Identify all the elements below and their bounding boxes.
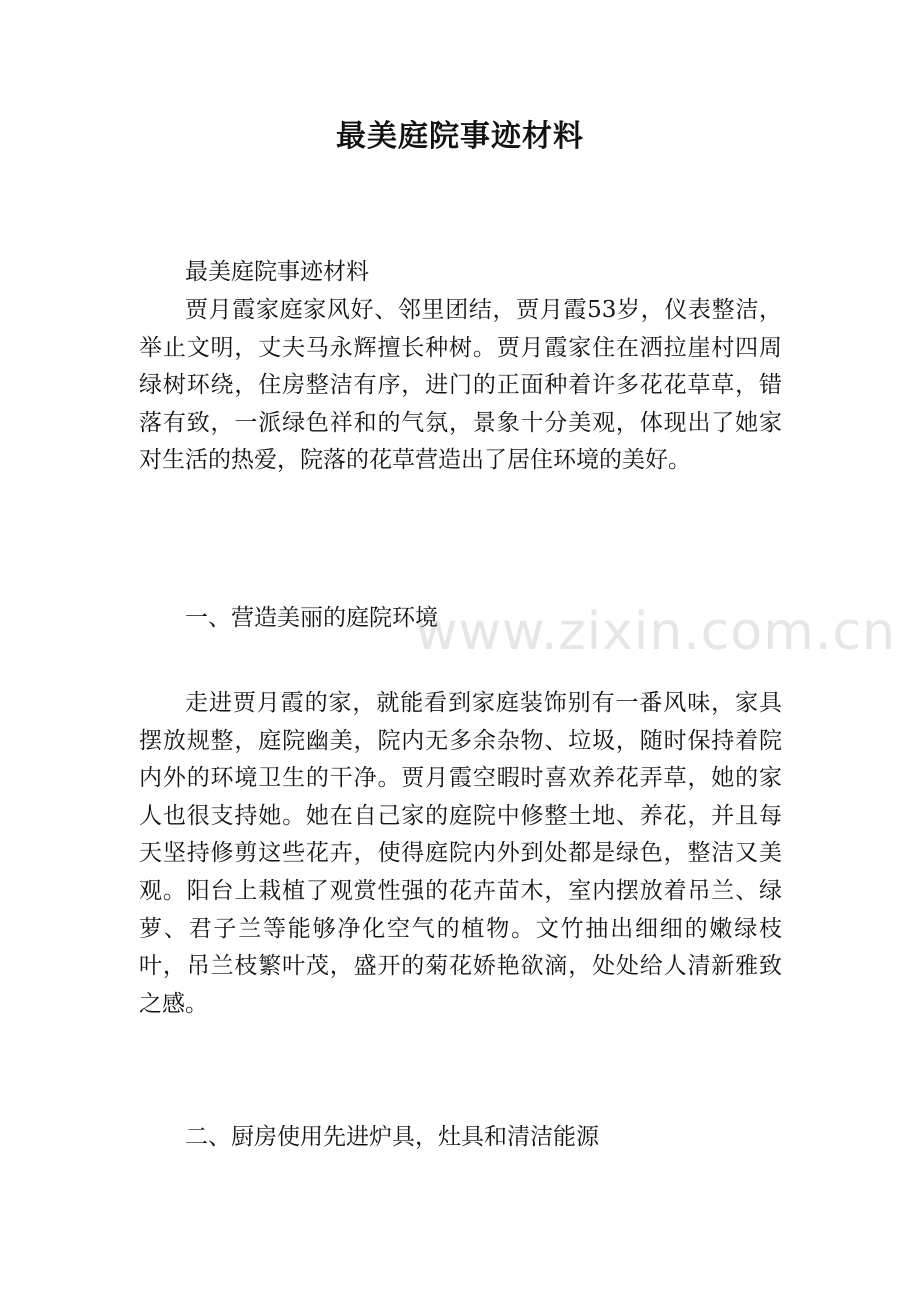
section-1-heading: 一、营造美丽的庭院环境 [185, 605, 438, 631]
intro-paragraph: 贾月霞家庭家风好、邻里团结，贾月霞53岁，仪表整洁，举止文明，丈夫马永辉擅长种树。贾月霞家住在洒拉崖村四周绿树环绕，住房整洁有序，进门的正面种着许多花花草草，错落有致，一派绿色祥和的气氛，景象十分美观，体现出了她家对生活的热爱，院落的花草营造出了居住环境的美好。 [139, 297, 782, 474]
section-2-heading: 二、厨房使用先进炉具，灶具和清洁能源 [185, 1124, 599, 1150]
watermark: www.zixin.com.cn [415, 602, 896, 662]
document-title: 最美庭院事迹材料 [336, 119, 584, 154]
section-1-paragraph: 走进贾月霞的家，就能看到家庭装饰别有一番风味，家具摆放规整，庭院幽美，院内无多余杂物、垃圾，随时保持着院内外的环境卫生的干净。贾月霞空暇时喜欢养花弄草，她的家人也很支持她。她在自己家的庭院中修整土地、养花，并且每天坚持修剪这些花卉，使得庭院内外到处都是绿色，整洁又美观。阳台上栽植了观赏性强的花卉苗木，室内摆放着吊兰、绿萝、君子兰等能够净化空气的植物。文竹抽出细细的嫩绿枝叶，吊兰枝繁叶茂，盛开的菊花娇艳欲滴，处处给人清新雅致之感。 [139, 690, 782, 1017]
document-subtitle: 最美庭院事迹材料 [185, 259, 369, 285]
